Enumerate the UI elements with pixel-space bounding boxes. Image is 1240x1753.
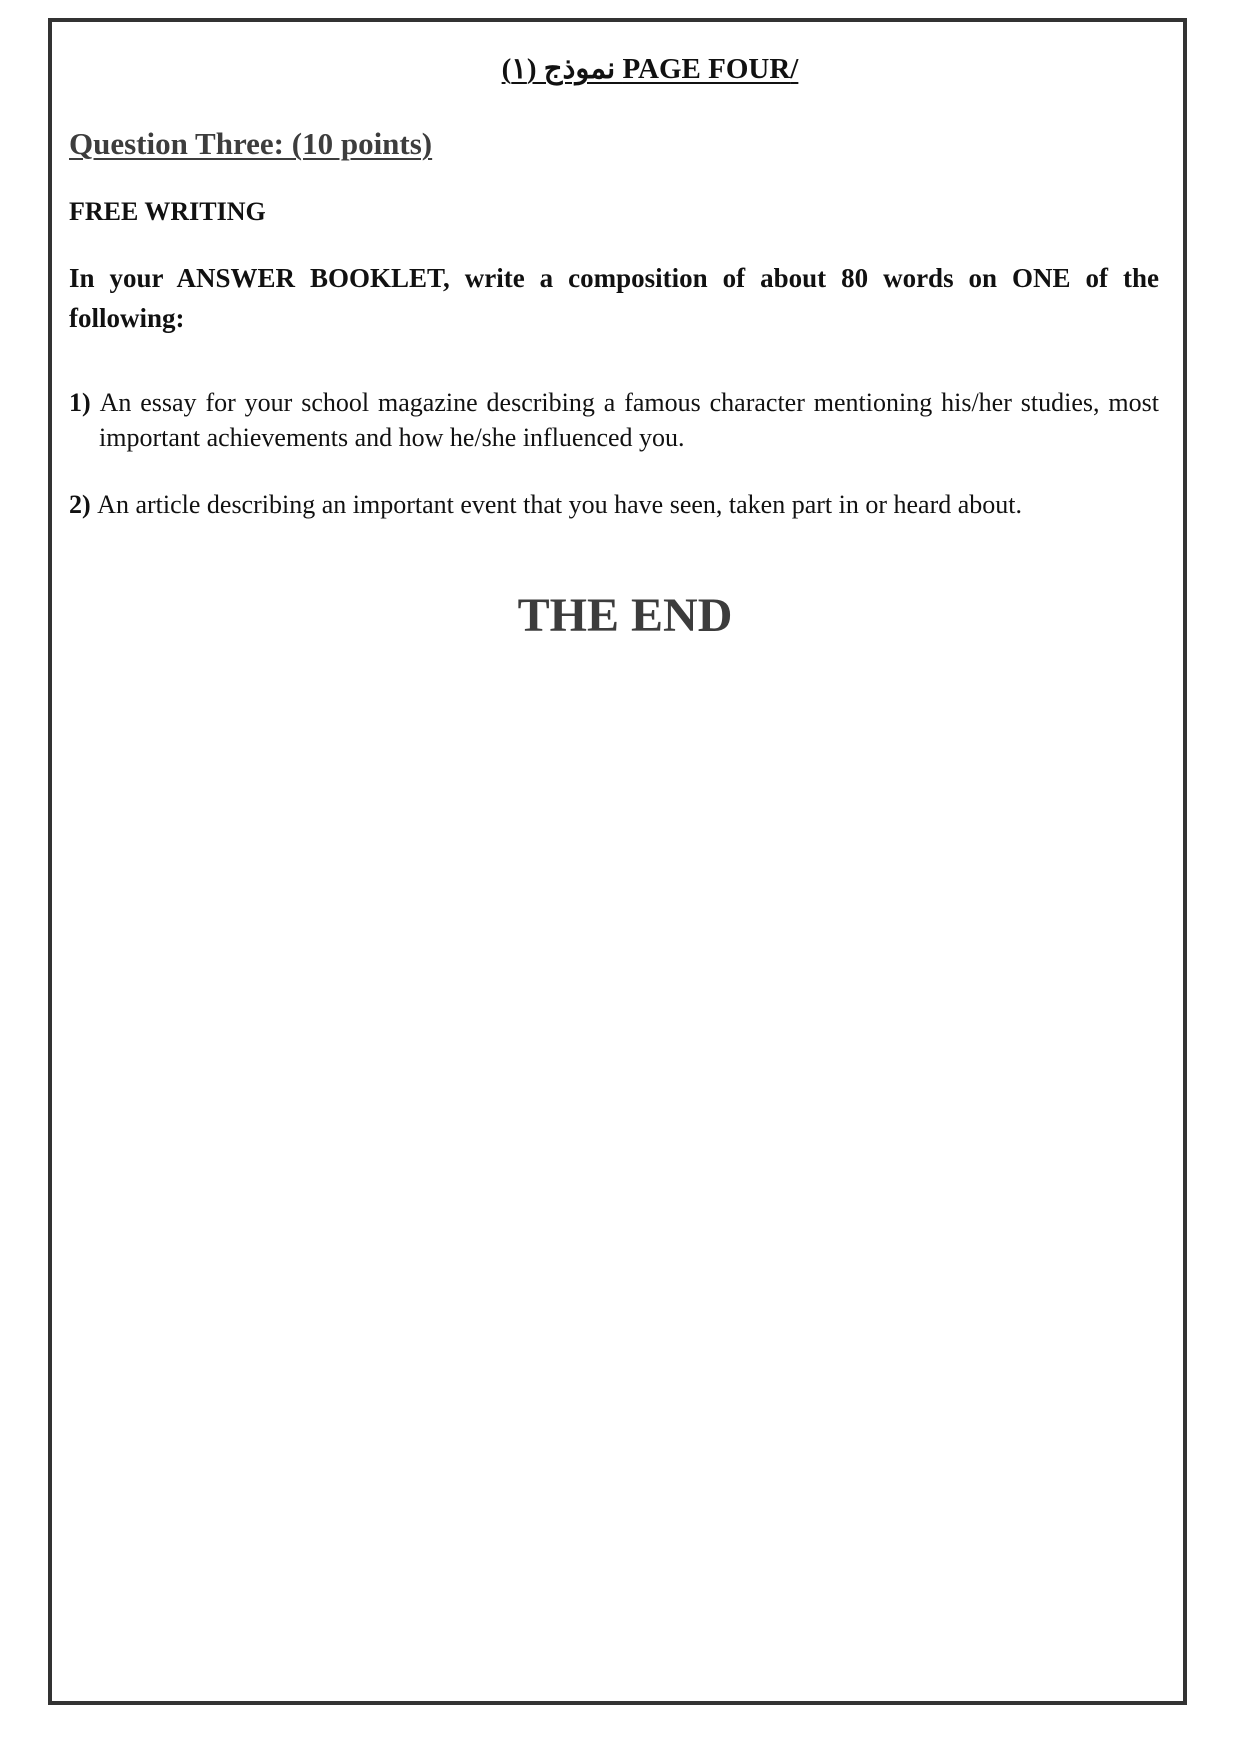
- question-title: Question Three: (10 points): [69, 126, 433, 161]
- instruction-text: In your ANSWER BOOKLET, write a composition of about 80 words on ONE of the following:: [69, 263, 1159, 333]
- page-title: /PAGE FOUR نموذج (١): [501, 53, 799, 85]
- option-item-2: [69, 487, 1159, 522]
- option-number: 1): [69, 388, 100, 417]
- option-number: 2): [69, 490, 98, 519]
- options-list: [69, 385, 1159, 554]
- end-marker: THE END: [517, 589, 733, 642]
- option-text: An essay for your school magazine describing a famous character mentioning his/her studies, most important achievements and how he/she influenced you.: [99, 388, 1159, 452]
- option-item-1: [69, 385, 1159, 455]
- section-label: FREE WRITING: [69, 197, 266, 226]
- option-text: An article describing an important event that you have seen, taken part in or heard about.: [97, 490, 1023, 519]
- page-header: [0, 52, 1240, 87]
